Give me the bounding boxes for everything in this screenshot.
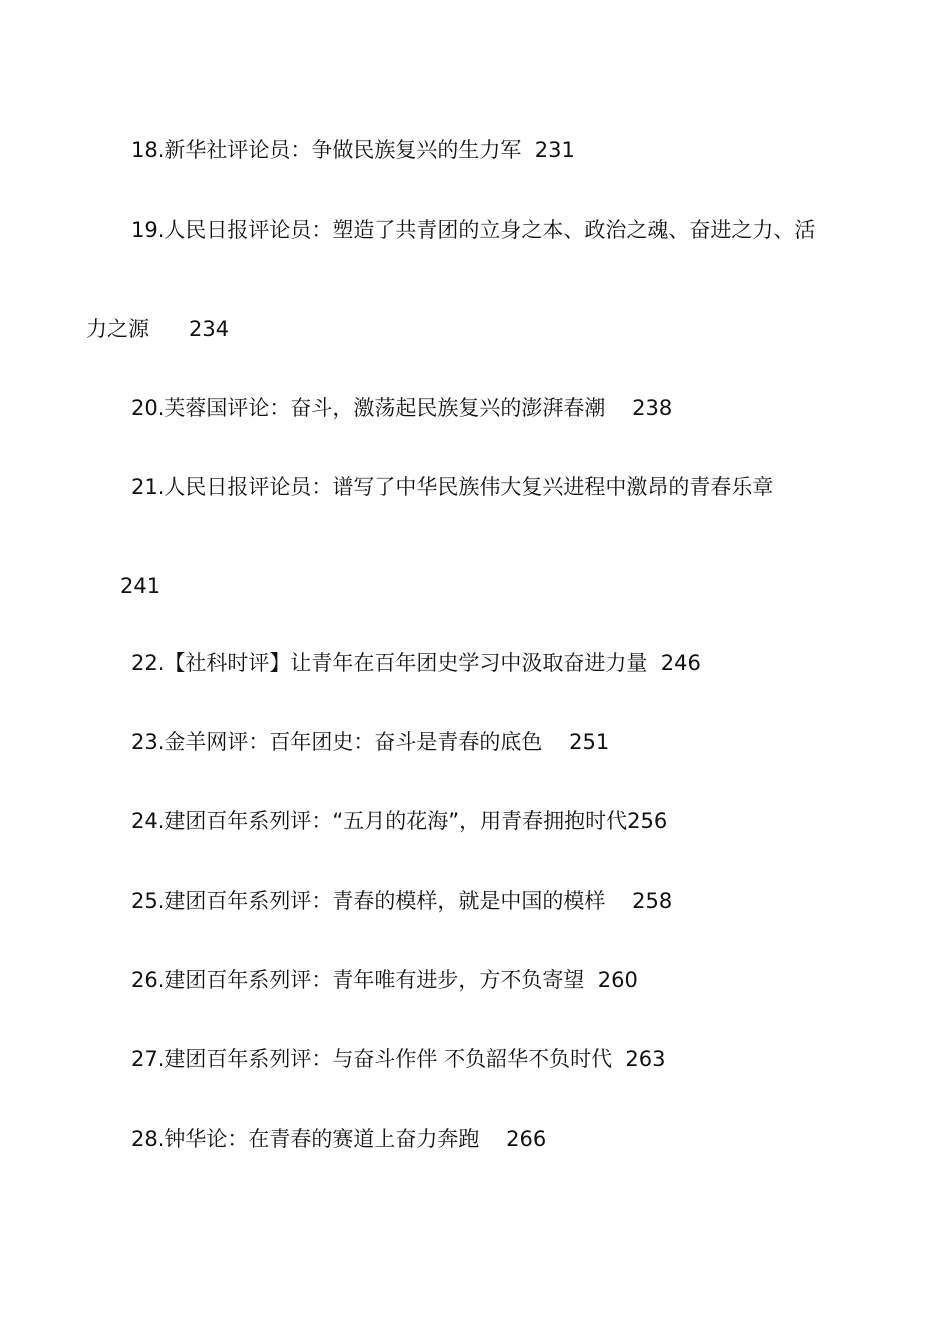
toc-entry-22[interactable]: 22.【社科时评】让青年在百年团史学习中汲取奋进力量 246 [131, 651, 701, 675]
toc-entry-19-continuation[interactable]: 力之源 234 [86, 317, 230, 341]
toc-entry-25[interactable]: 25.建团百年系列评：青春的模样，就是中国的模样 258 [131, 889, 673, 913]
toc-entry-20[interactable]: 20.芙蓉国评论：奋斗，激荡起民族复兴的澎湃春潮 238 [131, 396, 673, 420]
toc-entry-18[interactable]: 18.新华社评论员：争做民族复兴的生力军 231 [131, 138, 575, 162]
toc-entry-23[interactable]: 23.金羊网评：百年团史：奋斗是青春的底色 251 [131, 730, 610, 754]
toc-entry-24[interactable]: 24.建团百年系列评：“五月的花海”，用青春拥抱时代256 [131, 809, 668, 833]
toc-entry-28[interactable]: 28.钟华论：在青春的赛道上奋力奔跑 266 [131, 1127, 547, 1151]
toc-entry-26[interactable]: 26.建团百年系列评：青年唯有进步，方不负寄望 260 [131, 968, 638, 992]
toc-entry-21[interactable]: 21.人民日报评论员：谱写了中华民族伟大复兴进程中激昂的青春乐章 [131, 475, 774, 499]
toc-entry-27[interactable]: 27.建团百年系列评：与奋斗作伴 不负韶华不负时代 263 [131, 1047, 666, 1071]
toc-entry-19[interactable]: 19.人民日报评论员：塑造了共青团的立身之本、政治之魂、奋进之力、活 [131, 218, 816, 242]
toc-entry-21-page-number[interactable]: 241 [120, 574, 161, 598]
